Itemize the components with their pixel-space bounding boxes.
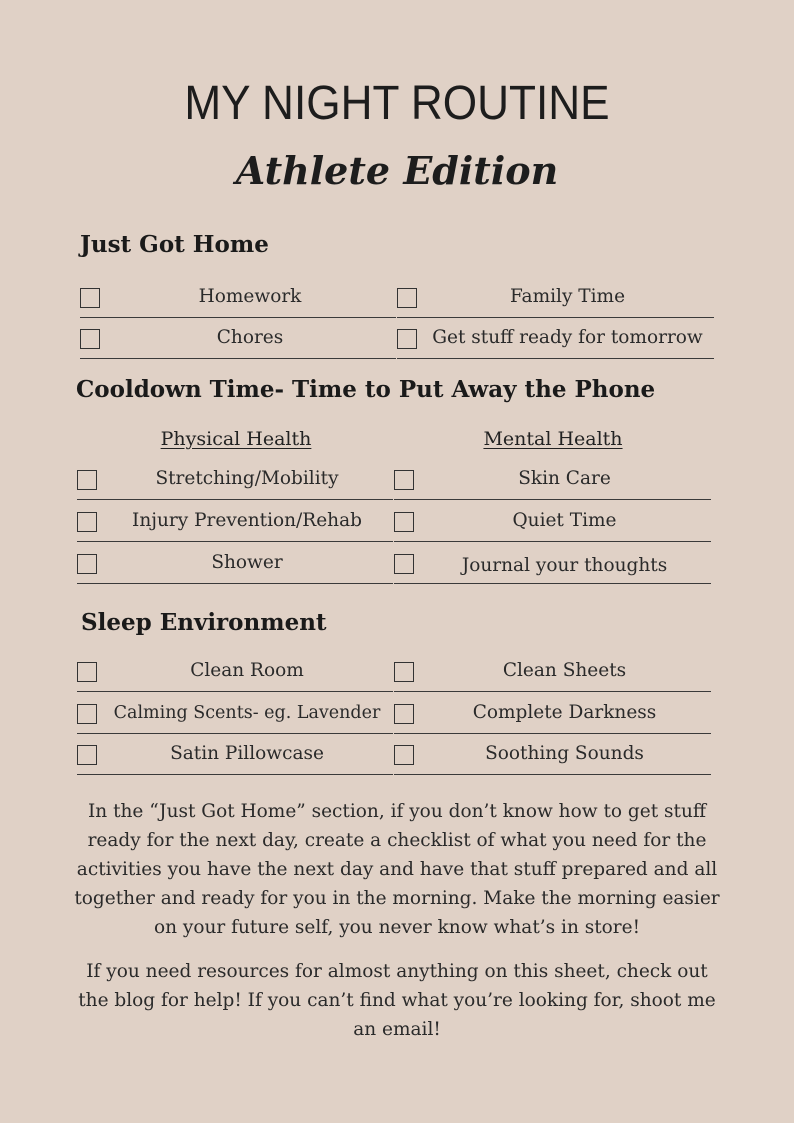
checkbox[interactable] [394,470,414,490]
checklist-item[interactable] [394,694,711,734]
checklist-item-label: Clean Room [190,660,304,681]
checkbox[interactable] [394,704,414,724]
checklist-item-label: Satin Pillowcase [170,743,324,764]
checkbox[interactable] [77,512,97,532]
checklist-item-label: Homework [198,286,302,307]
checklist-item[interactable] [80,278,396,318]
checklist-item-label: Shower [211,552,283,573]
checkbox[interactable] [394,512,414,532]
checkbox[interactable] [77,554,97,574]
checklist-item-label: Get stuff ready for tomorrow [432,327,703,348]
checklist-item[interactable] [80,319,396,359]
checklist-item-label: Family Time [509,286,626,307]
checkbox[interactable] [77,704,97,724]
checklist-item[interactable] [397,278,714,318]
checkbox[interactable] [397,329,417,349]
checklist-item[interactable] [394,460,711,500]
checkbox[interactable] [77,662,97,682]
checklist-item[interactable] [77,735,393,775]
checkbox[interactable] [394,745,414,765]
checkbox[interactable] [397,288,417,308]
section-heading-sleep-environment: Sleep Environment [81,609,327,636]
checklist-item[interactable] [394,735,711,775]
section-heading-cooldown: Cooldown Time- Time to Put Away the Phone [76,376,656,403]
checklist-item[interactable] [77,502,393,542]
checklist-item-label: Injury Prevention/Rehab [132,510,362,531]
page-subtitle: Athlete Edition [235,148,559,193]
checklist-item-label: Journal your thoughts [461,555,668,576]
checklist-item[interactable] [77,652,393,692]
checklist-item-label: Soothing Sounds [485,743,644,764]
page-title: MY NIGHT ROUTINE [184,77,610,130]
checklist-item-label: Calming Scents- eg. Lavender [113,703,381,723]
checklist-item[interactable] [77,544,393,584]
checkbox[interactable] [394,554,414,574]
column-heading-physical-health: Physical Health [160,428,312,450]
checklist-item[interactable] [77,694,393,734]
checklist-item[interactable] [397,319,714,359]
checklist-item[interactable] [77,460,393,500]
checklist-item-label: Complete Darkness [472,702,657,723]
checklist-item-label: Skin Care [518,468,611,489]
checklist-item-label: Stretching/Mobility [155,468,339,489]
checkbox[interactable] [80,329,100,349]
checklist-item-label: Chores [216,327,284,348]
checklist-item[interactable] [394,502,711,542]
section-heading-just-got-home: Just Got Home [80,231,269,258]
checklist-item[interactable] [394,652,711,692]
column-heading-mental-health: Mental Health [483,428,623,450]
checkbox[interactable] [77,745,97,765]
checkbox[interactable] [80,288,100,308]
checklist-item[interactable] [394,544,711,584]
note-paragraph-just-got-home: In the “Just Got Home” section, if you don’t know how to get stuff ready for the next day, create a checklist of what you need for the activities you have the next day and have that stuff prepared and all together and ready for you in the morning. Make the morning easier on your future self, you never know what’s in store! [74,801,720,938]
checklist-item-label: Quiet Time [512,510,617,531]
checkbox[interactable] [394,662,414,682]
checklist-item-label: Clean Sheets [502,660,627,681]
checkbox[interactable] [77,470,97,490]
note-paragraph-resources: If you need resources for almost anything on this sheet, check out the blog for help! If you can’t find what you’re looking for, shoot me an email! [78,961,716,1040]
